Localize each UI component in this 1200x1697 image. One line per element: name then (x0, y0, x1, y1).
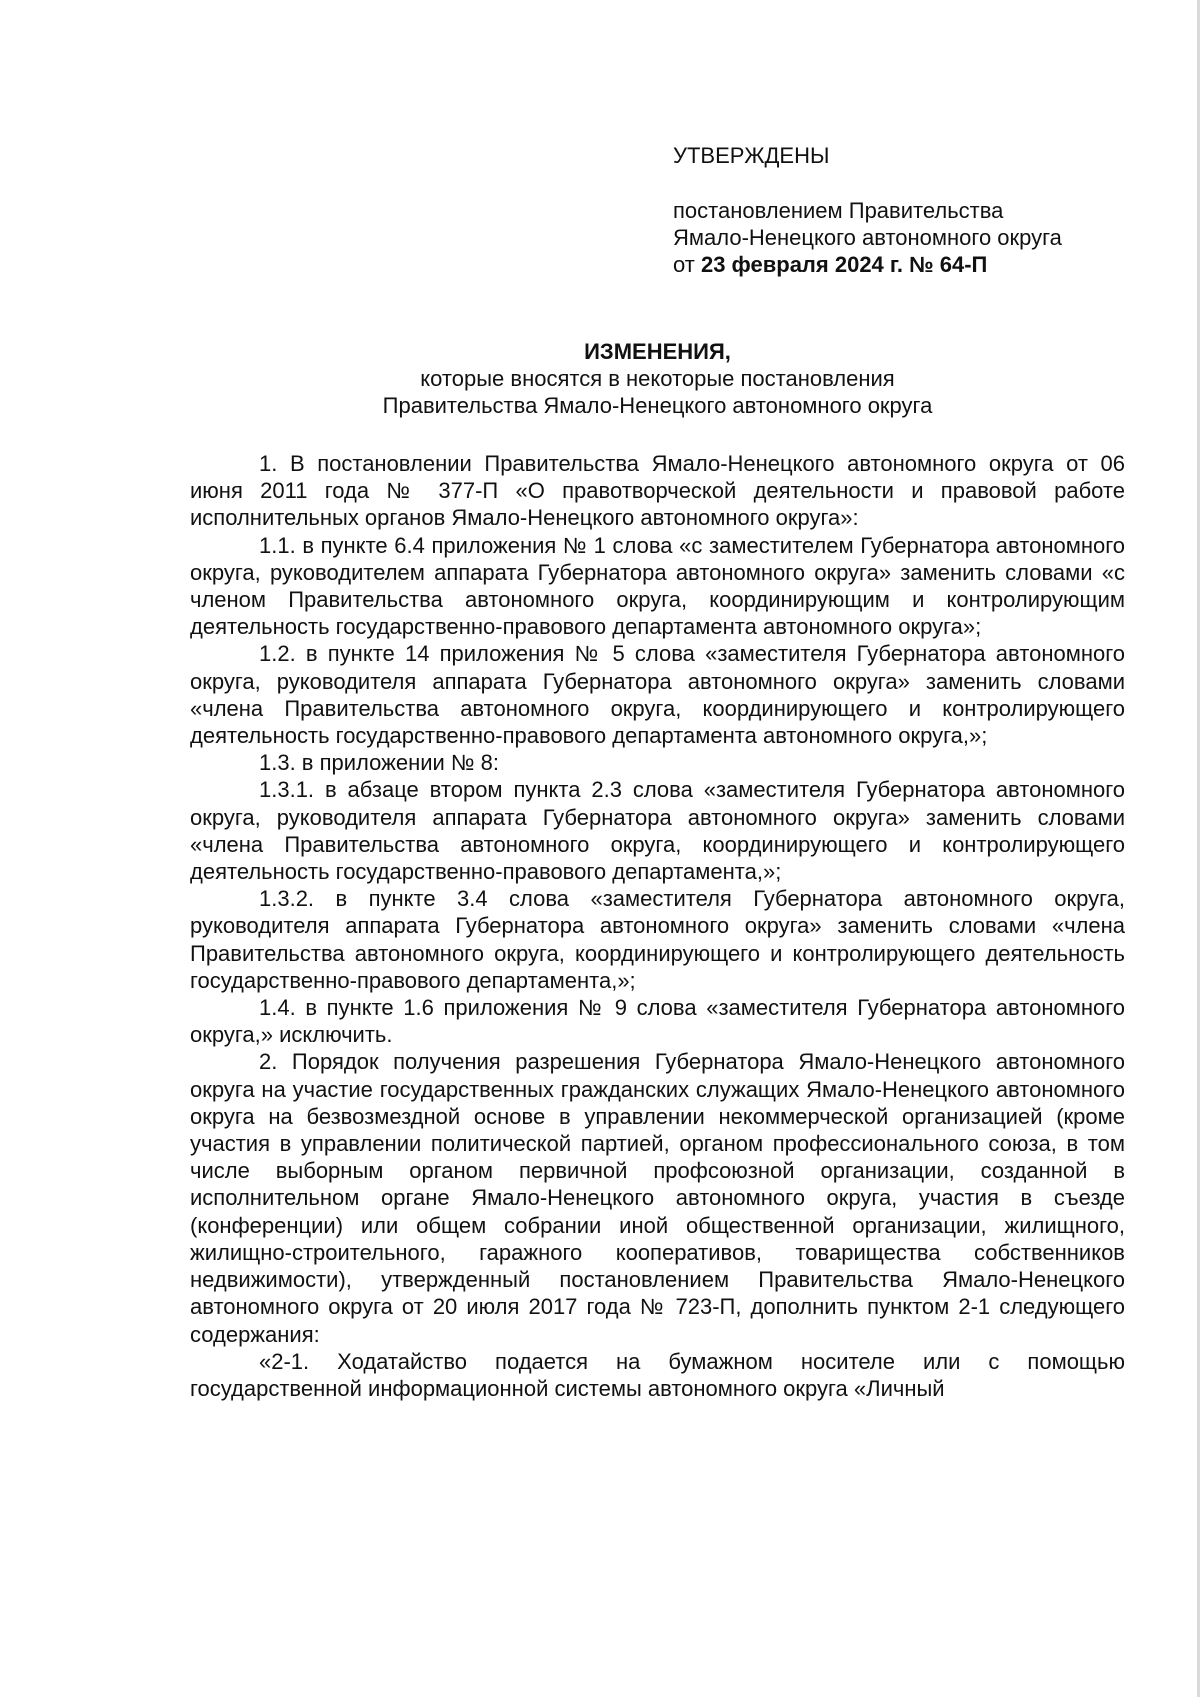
document-title: ИЗМЕНЕНИЯ, (584, 339, 731, 364)
document-subtitle-line-1: которые вносятся в некоторые постановления (420, 366, 895, 391)
paragraph-1-2: 1.2. в пункте 14 приложения № 5 слова «заместителя Губернатора автономного округа, руководителя аппарата Губернатора автономного округа» заменить словами «члена Правительства автономного округа, координирующего и контролирующего деятельность государственно-правового департамента автономного округа,»; (190, 641, 1125, 749)
document-body (190, 450, 1125, 1402)
paragraph-1-3: 1.3. в приложении № 8: (259, 750, 499, 776)
document-heading (190, 338, 1125, 419)
paragraph-2: 2. Порядок получения разрешения Губернатора Ямало-Ненецкого автономного округа на участие государственных гражданских служащих Ямало-Ненецкого автономного округа на безвозмездной основе в управлении некоммерческой организацией (кроме участия в управлении политической партией, органом профессионального союза, в том числе выборным органом первичной профсоюзной организации, созданной в исполнительном органе Ямало-Ненецкого автономного округа, участия в съезде (конференции) или общем собрании иной общественной организации, жилищного, жилищно-строительного, гаражного кооперативов, товарищества собственников недвижимости), утвержденный постановлением Правительства Ямало-Ненецкого автономного округа от 20 июля 2017 года № 723-П, дополнить пунктом 2-1 следующего содержания: (190, 1049, 1125, 1347)
approval-block (673, 142, 1133, 278)
paragraph-1-3-2: 1.3.2. в пункте 3.4 слова «заместителя Губернатора автономного округа, руководителя аппарата Губернатора автономного округа» заменить словами «члена Правительства автономного округа, координирующего и контролирующего деятельность государственно-правового департамента,»; (190, 886, 1125, 993)
paragraph-1: 1. В постановлении Правительства Ямало-Ненецкого автономного округа от 06 июня 2011 года № 377-П «О правотворческой деятельности и правовой работе исполнительных органов Ямало-Ненецкого автономного округа»: (190, 451, 1125, 531)
approval-stamp: УТВЕРЖДЕНЫ (673, 143, 830, 168)
paragraph-2-1-quote: «2-1. Ходатайство подается на бумажном носителе или с помощью государственной информационной системы автономного округа «Личный (190, 1348, 1125, 1401)
approval-date-prefix: от (673, 252, 701, 277)
paragraph-1-1: 1.1. в пункте 6.4 приложения № 1 слова «с заместителем Губернатора автономного округа, руководителем аппарата Губернатора автономного округа» заменить словами «с членом Правительства автономного округа, координирующим и контролирующим деятельность государственно-правового департамента автономного округа»; (190, 532, 1125, 640)
approval-line-2: Ямало-Ненецкого автономного округа (673, 225, 1062, 250)
document-subtitle-line-2: Правительства Ямало-Ненецкого автономного округа (382, 393, 933, 418)
approval-date: 23 февраля 2024 г. № 64-П (700, 252, 988, 277)
paragraph-1-3-1: 1.3.1. в абзаце втором пункта 2.3 слова «заместителя Губернатора автономного округа, руководителя аппарата Губернатора автономного округа» заменить словами «члена Правительства автономного округа, координирующего и контролирующего деятельность государственно-правового департамента,»; (190, 777, 1125, 885)
approval-date-line (673, 251, 1133, 278)
approval-line-1: постановлением Правительства (673, 198, 1004, 223)
paragraph-1-4: 1.4. в пункте 1.6 приложения № 9 слова «заместителя Губернатора автономного округа,» исключить. (190, 995, 1125, 1048)
